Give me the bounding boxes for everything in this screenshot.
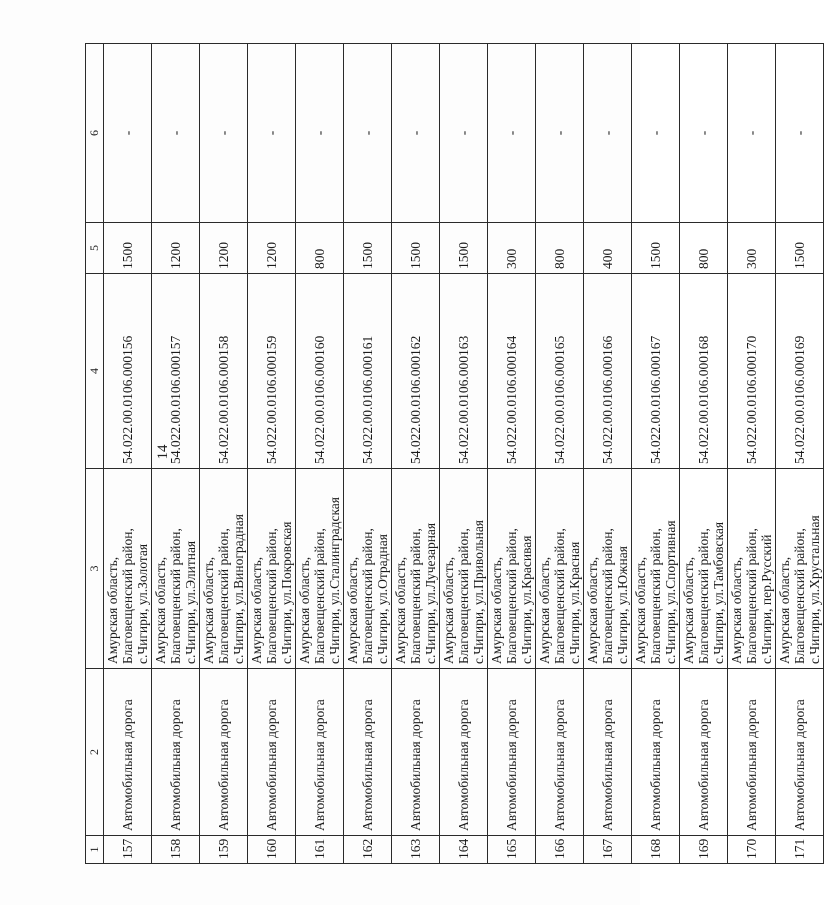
object-type: Автомобильная дорога	[536, 669, 584, 836]
object-length: 800	[680, 223, 728, 274]
object-id: 54.022.00.0106.000157	[152, 274, 200, 469]
object-address: Амурская область, Благовещенский район, с.Чигири, ул.Хрустальная	[776, 469, 824, 669]
object-extra: -	[680, 44, 728, 223]
object-extra: -	[440, 44, 488, 223]
row-number: 157	[104, 836, 152, 864]
object-extra: -	[200, 44, 248, 223]
row-number: 167	[584, 836, 632, 864]
object-type: Автомобильная дорога	[152, 669, 200, 836]
table-row	[584, 44, 632, 864]
object-address: Амурская область, Благовещенский район, с.Чигири, ул.Отрадная	[344, 469, 392, 669]
object-extra: -	[776, 44, 824, 223]
object-length: 300	[728, 223, 776, 274]
object-id: 54.022.00.0106.000165	[536, 274, 584, 469]
object-type: Автомобильная дорога	[776, 669, 824, 836]
object-id: 54.022.00.0106.000161	[344, 274, 392, 469]
object-id: 54.022.00.0106.000158	[200, 274, 248, 469]
object-length: 1500	[776, 223, 824, 274]
object-type: Автомобильная дорога	[584, 669, 632, 836]
object-address: Амурская область, Благовещенский район, с.Чигири, ул.Виноградная	[200, 469, 248, 669]
object-id: 54.022.00.0106.000169	[776, 274, 824, 469]
object-type: Автомобильная дорога	[440, 669, 488, 836]
object-type: Автомобильная дорога	[248, 669, 296, 836]
row-number: 158	[152, 836, 200, 864]
object-length: 800	[296, 223, 344, 274]
object-address: Амурская область, Благовещенский район, с.Чигири, ул.Привольная	[440, 469, 488, 669]
object-address: Амурская область, Благовещенский район, с.Чигири, ул.Красная	[536, 469, 584, 669]
object-address: Амурская область, Благовещенский район, с.Чигири, ул.Золотая	[104, 469, 152, 669]
row-number: 159	[200, 836, 248, 864]
object-length: 1500	[440, 223, 488, 274]
object-address: Амурская область, Благовещенский район, с.Чигири, ул.Элитная	[152, 469, 200, 669]
object-extra: -	[584, 44, 632, 223]
table-row	[632, 44, 680, 864]
table-wrapper	[85, 44, 822, 864]
table-row	[248, 44, 296, 864]
object-extra: -	[296, 44, 344, 223]
table-row	[728, 44, 776, 864]
table-row	[440, 44, 488, 864]
object-length: 1200	[152, 223, 200, 274]
page-number: 14	[155, 444, 171, 460]
object-id: 54.022.00.0106.000163	[440, 274, 488, 469]
row-number: 171	[776, 836, 824, 864]
object-id: 54.022.00.0106.000160	[296, 274, 344, 469]
object-id: 54.022.00.0106.000167	[632, 274, 680, 469]
object-length: 1500	[392, 223, 440, 274]
table-row	[104, 44, 152, 864]
object-type: Автомобильная дорога	[632, 669, 680, 836]
header-col-6: 6	[86, 44, 104, 223]
object-extra: -	[536, 44, 584, 223]
object-length: 1500	[344, 223, 392, 274]
table-row	[488, 44, 536, 864]
object-extra: -	[104, 44, 152, 223]
roads-table	[85, 43, 824, 864]
table-row	[776, 44, 824, 864]
object-extra: -	[152, 44, 200, 223]
object-address: Амурская область, Благовещенский район, с.Чигири, пер.Русский	[728, 469, 776, 669]
row-number: 166	[536, 836, 584, 864]
object-length: 1200	[200, 223, 248, 274]
object-type: Автомобильная дорога	[200, 669, 248, 836]
object-address: Амурская область, Благовещенский район, с.Чигири, ул.Покровская	[248, 469, 296, 669]
rotated-table-container	[85, 44, 822, 864]
object-type: Автомобильная дорога	[104, 669, 152, 836]
object-extra: -	[344, 44, 392, 223]
header-col-4: 4	[86, 274, 104, 469]
table-row	[344, 44, 392, 864]
table-row	[152, 44, 200, 864]
object-length: 1200	[248, 223, 296, 274]
object-id: 54.022.00.0106.000159	[248, 274, 296, 469]
object-length: 800	[536, 223, 584, 274]
object-extra: -	[728, 44, 776, 223]
object-id: 54.022.00.0106.000164	[488, 274, 536, 469]
row-number: 160	[248, 836, 296, 864]
header-col-2: 2	[86, 669, 104, 836]
table-row	[680, 44, 728, 864]
object-address: Амурская область, Благовещенский район, с.Чигири, ул.Южная	[584, 469, 632, 669]
object-address: Амурская область, Благовещенский район, с.Чигири, ул.Тамбовская	[680, 469, 728, 669]
object-type: Автомобильная дорога	[728, 669, 776, 836]
object-id: 54.022.00.0106.000162	[392, 274, 440, 469]
object-length: 300	[488, 223, 536, 274]
object-id: 54.022.00.0106.000166	[584, 274, 632, 469]
header-col-1: 1	[86, 836, 104, 864]
row-number: 164	[440, 836, 488, 864]
object-id: 54.022.00.0106.000168	[680, 274, 728, 469]
object-id: 54.022.00.0106.000156	[104, 274, 152, 469]
object-type: Автомобильная дорога	[488, 669, 536, 836]
object-extra: -	[488, 44, 536, 223]
row-number: 161	[296, 836, 344, 864]
object-length: 1500	[104, 223, 152, 274]
object-length: 400	[584, 223, 632, 274]
object-address: Амурская область, Благовещенский район, с.Чигири, ул.Красивая	[488, 469, 536, 669]
row-number: 163	[392, 836, 440, 864]
header-col-3: 3	[86, 469, 104, 669]
object-extra: -	[392, 44, 440, 223]
table-row	[200, 44, 248, 864]
row-number: 170	[728, 836, 776, 864]
object-length: 1500	[632, 223, 680, 274]
object-extra: -	[248, 44, 296, 223]
object-type: Автомобильная дорога	[344, 669, 392, 836]
table-row	[536, 44, 584, 864]
object-address: Амурская область, Благовещенский район, с.Чигири, ул.Лучезарная	[392, 469, 440, 669]
table-row	[392, 44, 440, 864]
object-type: Автомобильная дорога	[296, 669, 344, 836]
header-row	[86, 44, 104, 864]
row-number: 168	[632, 836, 680, 864]
object-type: Автомобильная дорога	[680, 669, 728, 836]
object-extra: -	[632, 44, 680, 223]
object-address: Амурская область, Благовещенский район, с.Чигири, ул.Спортивная	[632, 469, 680, 669]
table-row	[296, 44, 344, 864]
row-number: 162	[344, 836, 392, 864]
object-address: Амурская область, Благовещенский район, с.Чигири, ул.Сталинградская	[296, 469, 344, 669]
row-number: 169	[680, 836, 728, 864]
object-id: 54.022.00.0106.000170	[728, 274, 776, 469]
object-type: Автомобильная дорога	[392, 669, 440, 836]
header-col-5: 5	[86, 223, 104, 274]
row-number: 165	[488, 836, 536, 864]
